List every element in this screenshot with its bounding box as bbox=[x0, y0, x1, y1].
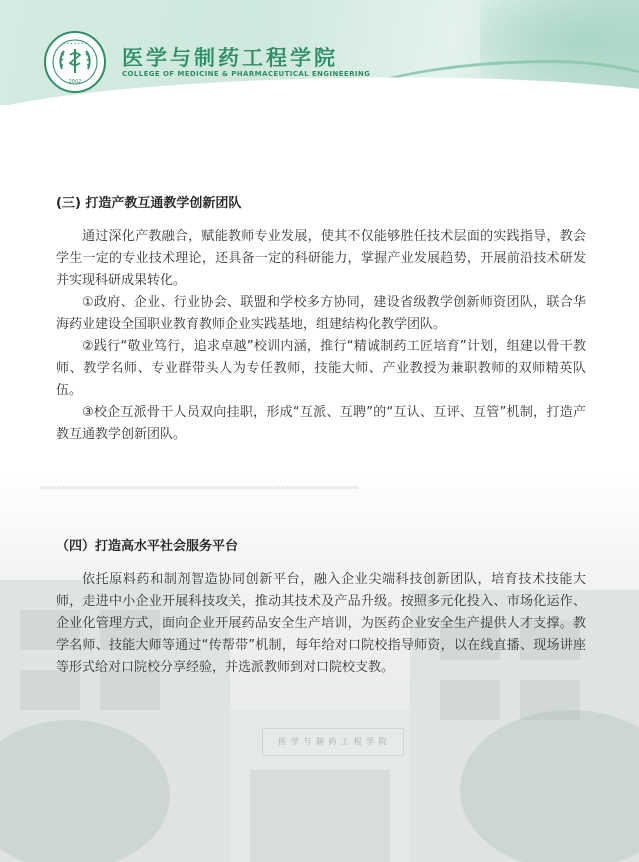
section-title-3: (三) 打造产教互通教学创新团队 bbox=[56, 196, 242, 211]
college-title-cn: 医学与制药工程学院 bbox=[122, 45, 338, 70]
logo-year: 2002 bbox=[68, 79, 82, 85]
section-divider: ›››››››››››››››››››››››››››››››››››››››››››››››››››››››››››››››››››››››››››››››››››››››››››››››››››››››››››››››››››››› bbox=[40, 484, 359, 492]
section-title-4: （四）打造高水平社会服务平台 bbox=[56, 539, 239, 554]
section3-paragraph-3: ②践行“敬业笃行，追求卓越”校训内涵，推行“精诚制药工匠培育”计划，组建以骨干教师、教学名师、专业群带头人为专任教师，技能大师、产业教授为兼职教师的双师精英队伍。 bbox=[56, 339, 586, 398]
svg-text:• • • • • • •: • • • • • • • bbox=[62, 41, 88, 46]
section3-paragraph-4: ③校企互派骨干人员双向挂职，形成“互派、互聘”的“互认、互评、互管”机制，打造产教互通教学创新团队。 bbox=[56, 405, 586, 442]
section4-paragraph-1: 依托原料药和制剂智造协同创新平台，融入企业尖端科技创新团队，培育技术技能大师，走进中小企业开展科技攻关，推动其技术及产品升级。按照多元化投入、市场化运作、企业化管理方式，面向企业开展药品安全生产培训，为医药企业安全生产提供人才支撑。教学名师、技能大师等通过“传帮带”机制，每年给对口院校指导师资，以在线直播、现场讲座等形式给对口院校分享经验，并选派教师到对口院校支教。 bbox=[56, 572, 586, 675]
college-title-en: COLLEGE OF MEDICINE & PHARMACEUTICAL ENGINEERING bbox=[122, 70, 371, 78]
building-sign: 医 学 与 制 药 工 程 学 院 bbox=[262, 728, 404, 756]
header-band bbox=[0, 0, 639, 105]
section3-paragraph-2: ①政府、企业、行业协会、联盟和学校多方协同，建设省级教学创新师资团队，联合华海药业建设全国职业教育教师企业实践基地，组建结构化教学团队。 bbox=[56, 295, 586, 332]
section3-paragraph-1: 通过深化产教融合，赋能教师专业发展，使其不仅能够胜任技术层面的实践指导，教会学生一定的专业技术理论，还具备一定的科研能力，掌握产业发展趋势，开展前沿技术研发并实现科研成果转化。 bbox=[56, 229, 586, 288]
college-seal-icon bbox=[44, 31, 106, 93]
